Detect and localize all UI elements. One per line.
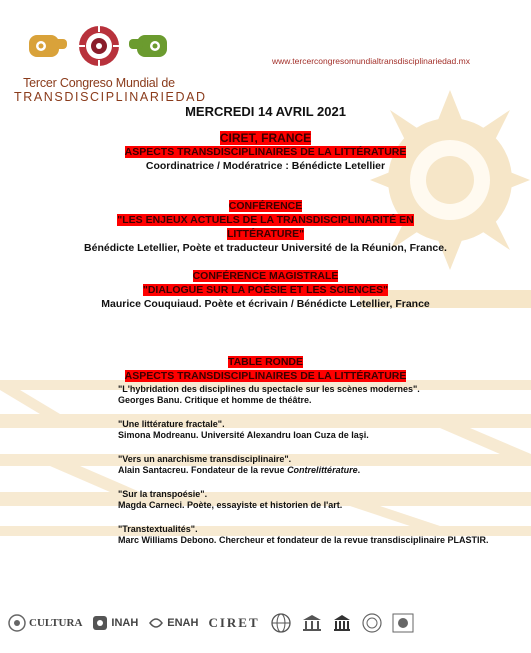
firenze-logo <box>392 613 414 633</box>
conference-heading: CONFÉRENCE <box>228 200 303 212</box>
globe-icon <box>270 612 292 634</box>
talk-title: "Sur la transpoésie". <box>118 489 208 499</box>
center-seal-icon <box>77 24 121 68</box>
keynote-title: "DIALOGUE SUR LA POÉSIE ET LES SCIENCES" <box>142 284 389 296</box>
talk-author: Alain Santacreu. Fondateur de la revue Contrelittérature. <box>118 465 361 475</box>
right-glyph-icon <box>127 29 171 63</box>
talk-author: Magda Carneci. Poète, essayiste et historien de l'art. <box>118 500 343 510</box>
event-date: MERCREDI 14 AVRIL 2021 <box>185 104 346 119</box>
university-seal-icon <box>362 613 382 633</box>
firenze-seal-icon <box>392 613 414 633</box>
journal-name: Contrelittérature <box>287 465 358 475</box>
talk-author: Simona Modreanu. Université Alexandru Ioan Cuza de Iaşi. <box>118 430 369 440</box>
unesco-logo <box>332 614 352 632</box>
roundtable-section <box>0 355 531 382</box>
university-seal-logo <box>362 613 382 633</box>
list-item <box>118 419 518 441</box>
congress-logo <box>14 18 207 104</box>
institution-logo <box>302 614 322 632</box>
talk-title: "L'hybridation des disciplines du spectacle sur les scènes modernes". <box>118 384 420 394</box>
logo-subtitle: TRANSDISCIPLINARIEDAD <box>14 90 207 104</box>
website-url[interactable]: www.tercercongresomundialtransdisciplinariedad.mx <box>272 56 470 66</box>
cultura-logo: CULTURA <box>8 614 82 632</box>
enah-icon <box>148 615 164 631</box>
roundtable-heading: TABLE RONDE <box>227 356 304 368</box>
logo-title: Tercer Congreso Mundial de <box>23 76 175 90</box>
keynote-heading: CONFÉRENCE MAGISTRALE <box>192 270 339 282</box>
list-item <box>118 454 518 476</box>
talk-author: Marc Williams Debono. Chercheur et fondateur de la revue transdisciplinaire PLASTIR. <box>118 535 489 545</box>
section-subheading: ASPECTS TRANSDISCIPLINAIRES DE LA LITTÉRATURE <box>124 146 407 158</box>
list-item <box>118 489 518 511</box>
talks-list <box>118 384 518 559</box>
list-item <box>118 384 518 406</box>
sponsor-logos <box>8 610 523 636</box>
list-item <box>118 524 518 546</box>
enah-logo: ENAH <box>148 615 198 631</box>
talk-title: "Une littérature fractale". <box>118 419 225 429</box>
left-glyph-icon <box>27 29 71 63</box>
moderator-line: Coordinatrice / Modératrice : Bénédicte Letellier <box>145 160 386 172</box>
inah-logo: INAH <box>92 615 138 631</box>
conference-title-line1: "LES ENJEUX ACTUELS DE LA TRANSDISCIPLINARITÉ EN <box>117 214 414 226</box>
inah-icon <box>92 615 108 631</box>
conference-section <box>0 199 531 254</box>
ciret-section <box>0 132 531 172</box>
keynote-speaker: Maurice Couquiaud. Poète et écrivain / Bénédicte Letellier, France <box>101 298 430 310</box>
temple-icon <box>332 614 352 632</box>
globe-logo <box>270 612 292 634</box>
ciret-logo: CIRET <box>208 615 260 630</box>
talk-title: "Vers un anarchisme transdisciplinaire". <box>118 454 292 464</box>
conference-title-line2: LITTÉRATURE" <box>226 228 305 240</box>
roundtable-subheading: ASPECTS TRANSDISCIPLINAIRES DE LA LITTÉRATURE <box>124 370 407 382</box>
conference-speaker: Bénédicte Letellier, Poète et traducteur Université de la Réunion, France. <box>84 242 447 254</box>
mexico-seal-icon <box>8 614 26 632</box>
building-icon <box>302 614 322 632</box>
keynote-section <box>0 269 531 310</box>
section-heading: CIRET, FRANCE <box>219 131 312 145</box>
talk-title: "Transtextualités". <box>118 524 198 534</box>
talk-author: Georges Banu. Critique et homme de théâtre. <box>118 395 312 405</box>
